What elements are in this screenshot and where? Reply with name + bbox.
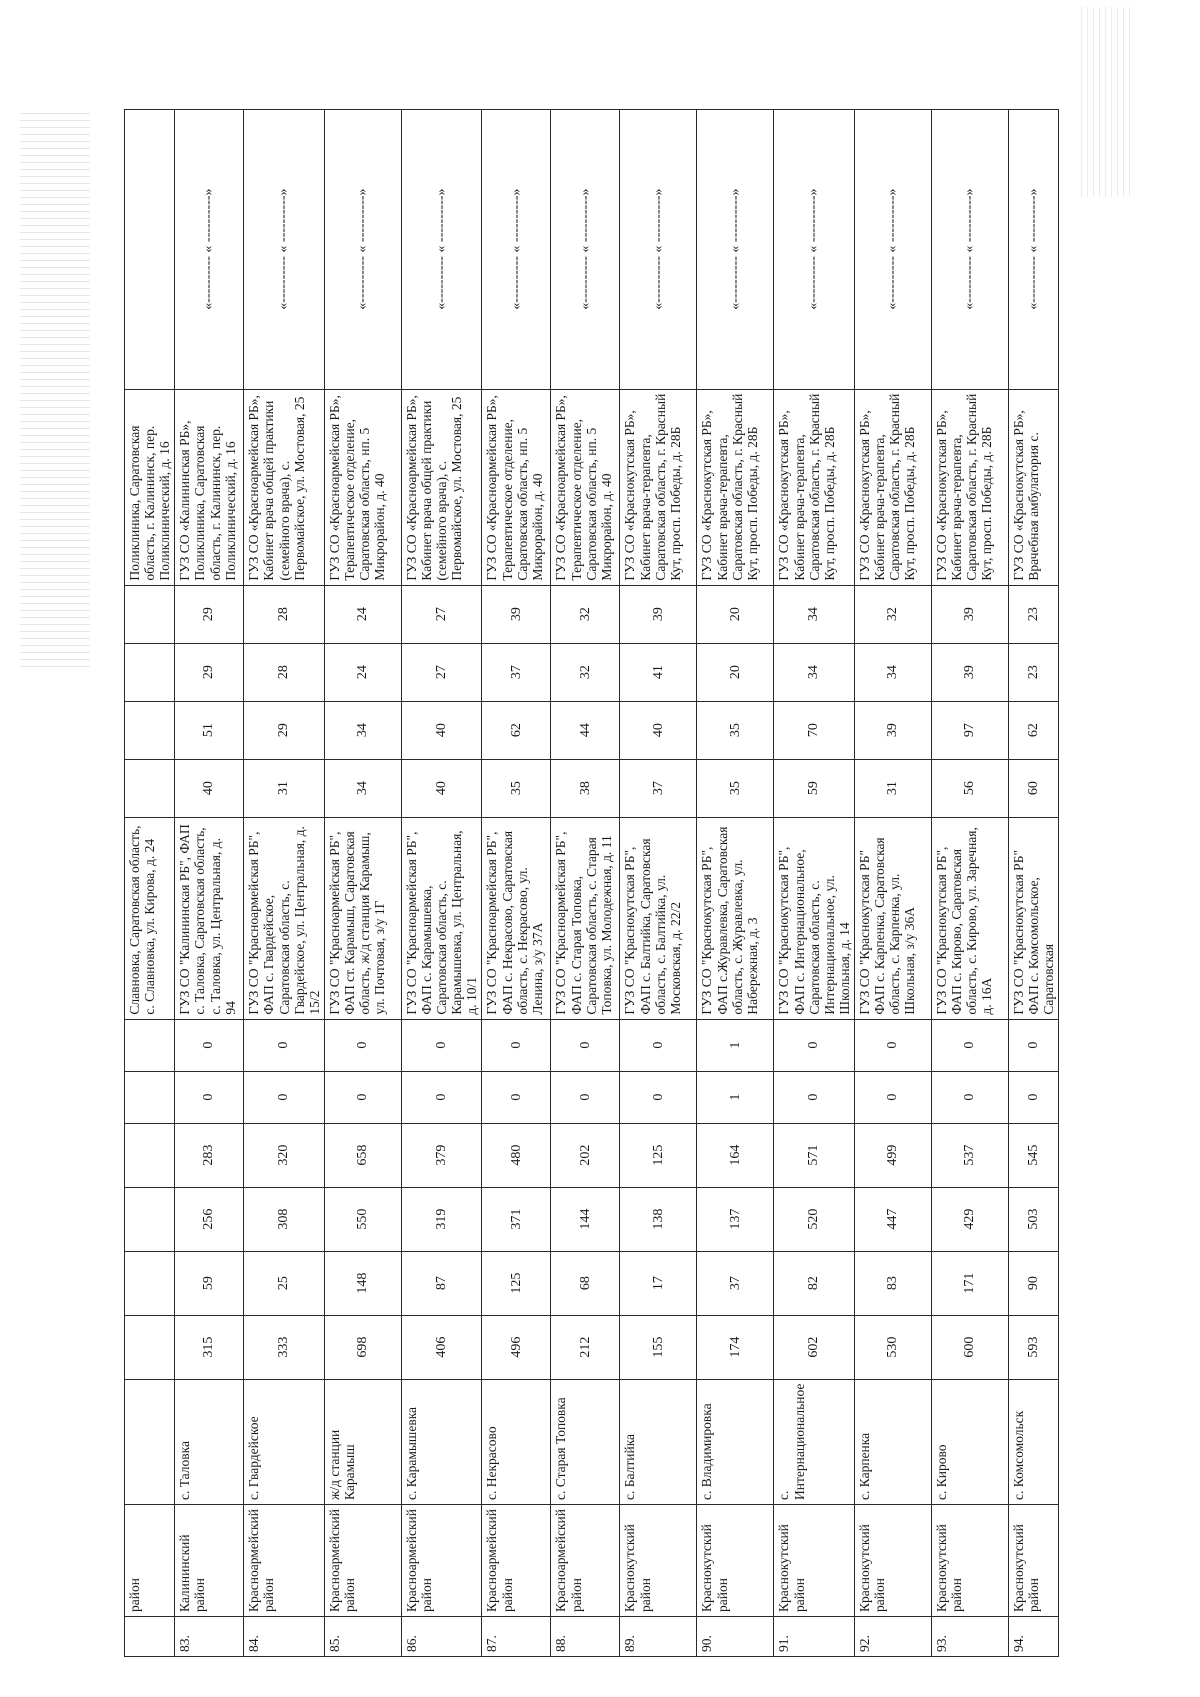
district-cell: Краснокутский район xyxy=(774,1504,855,1616)
district-cell: Калининский район xyxy=(175,1504,244,1616)
table-row xyxy=(854,109,931,1656)
cell-district: район xyxy=(125,1504,175,1616)
count-cell: 320 xyxy=(244,1123,325,1187)
scan-noise xyxy=(20,107,90,667)
count-cell: 447 xyxy=(854,1187,931,1251)
count-cell: 27 xyxy=(401,643,482,701)
district-cell: Краснокутский район xyxy=(931,1504,1008,1616)
count-cell: 499 xyxy=(854,1123,931,1187)
institution-cell: ГУЗ СО «Красноармейская РБ», Кабинет врача общей практики (семейного врача), с. Первомайское, ул. Мостовая, 25 xyxy=(244,389,325,585)
note-cell: «---------- « ----------» xyxy=(697,109,774,389)
cell-empty xyxy=(125,1379,175,1504)
count-cell: 0 xyxy=(401,1019,482,1071)
count-cell: 35 xyxy=(697,701,774,759)
row-number: 83. xyxy=(175,1617,244,1657)
note-cell: «---------- « ----------» xyxy=(482,109,551,389)
count-cell: 40 xyxy=(175,759,244,817)
count-cell: 20 xyxy=(697,585,774,643)
count-cell: 40 xyxy=(401,759,482,817)
district-cell: Краснокутский район xyxy=(620,1504,697,1616)
count-cell: 406 xyxy=(401,1315,482,1379)
count-cell: 0 xyxy=(854,1019,931,1071)
row-number: 87. xyxy=(482,1617,551,1657)
cell-empty xyxy=(125,109,175,389)
settlement-cell: с. Интернациональное xyxy=(774,1379,855,1504)
count-cell: 20 xyxy=(697,643,774,701)
count-cell: 480 xyxy=(482,1123,551,1187)
institution-cell: ГУЗ СО «Краснокутская РБ», Врачебная амбулатория с. xyxy=(1008,389,1058,585)
settlement-cell: с. Таловка xyxy=(175,1379,244,1504)
count-cell: 82 xyxy=(774,1251,855,1315)
table-row xyxy=(401,109,482,1656)
count-cell: 503 xyxy=(1008,1187,1058,1251)
count-cell: 520 xyxy=(774,1187,855,1251)
institution-cell: ГУЗ СО «Красноармейская РБ», Терапевтическое отделение, Саратовская область, нп. 5 Микрорайон, д. 40 xyxy=(324,389,401,585)
district-cell: Краснокутский район xyxy=(1008,1504,1058,1616)
count-cell: 31 xyxy=(244,759,325,817)
count-cell: 35 xyxy=(482,759,551,817)
count-cell: 0 xyxy=(244,1071,325,1123)
count-cell: 31 xyxy=(854,759,931,817)
table-row xyxy=(482,109,551,1656)
count-cell: 27 xyxy=(401,585,482,643)
count-cell: 571 xyxy=(774,1123,855,1187)
settlement-cell: с. Кирово xyxy=(931,1379,1008,1504)
count-cell: 171 xyxy=(931,1251,1008,1315)
cell-institution: Поликлиника, Саратовская область, г. Калининск, пер. Поликлинический, д. 16 xyxy=(125,389,175,585)
table-header-continuation xyxy=(125,109,175,1656)
note-cell: «---------- « ----------» xyxy=(175,109,244,389)
row-number: 88. xyxy=(551,1617,620,1657)
district-cell: Красноармейский район xyxy=(244,1504,325,1616)
cell-empty xyxy=(125,701,175,759)
note-cell: «---------- « ----------» xyxy=(244,109,325,389)
district-cell: Красноармейский район xyxy=(551,1504,620,1616)
note-cell: «---------- « ----------» xyxy=(551,109,620,389)
count-cell: 32 xyxy=(551,643,620,701)
note-cell: «---------- « ----------» xyxy=(324,109,401,389)
count-cell: 90 xyxy=(1008,1251,1058,1315)
count-cell: 39 xyxy=(931,585,1008,643)
table-row xyxy=(175,109,244,1656)
count-cell: 174 xyxy=(697,1315,774,1379)
count-cell: 0 xyxy=(931,1019,1008,1071)
count-cell: 0 xyxy=(551,1071,620,1123)
institution-cell: ГУЗ СО «Красноармейская РБ», Терапевтическое отделение, Саратовская область, нп. 5 Микрорайон, д. 40 xyxy=(482,389,551,585)
fap-cell: ГУЗ СО "Краснокутская РБ", ФАП с. Балтийка, Саратовская область, с. Балтийка, ул. Московская, д. 22/2 xyxy=(620,817,697,1019)
count-cell: 34 xyxy=(324,701,401,759)
settlement-cell: с. Карамышевка xyxy=(401,1379,482,1504)
count-cell: 212 xyxy=(551,1315,620,1379)
count-cell: 0 xyxy=(482,1019,551,1071)
count-cell: 496 xyxy=(482,1315,551,1379)
note-cell: «---------- « ----------» xyxy=(931,109,1008,389)
cell-fap-address: Славновка, Саратовская область, с. Славновка, ул. Кирова, д. 24 xyxy=(125,817,175,1019)
table-row xyxy=(774,109,855,1656)
cell-empty xyxy=(125,1071,175,1123)
count-cell: 0 xyxy=(175,1071,244,1123)
count-cell: 602 xyxy=(774,1315,855,1379)
row-number: 85. xyxy=(324,1617,401,1657)
count-cell: 0 xyxy=(1008,1071,1058,1123)
count-cell: 138 xyxy=(620,1187,697,1251)
count-cell: 34 xyxy=(324,759,401,817)
count-cell: 70 xyxy=(774,701,855,759)
settlement-cell: с. Гвардейское xyxy=(244,1379,325,1504)
cell-empty xyxy=(125,1315,175,1379)
count-cell: 600 xyxy=(931,1315,1008,1379)
institution-cell: ГУЗ СО «Краснокутская РБ», Кабинет врача-терапевта, Саратовская область, г. Красный Кут, просп. Победы, д. 28Б xyxy=(774,389,855,585)
table-row xyxy=(244,109,325,1656)
district-cell: Красноармейский район xyxy=(401,1504,482,1616)
count-cell: 319 xyxy=(401,1187,482,1251)
fap-cell: ГУЗ СО "Красноармейская РБ", ФАП ст. Карамыш, Саратовская область, ж/д станция Карамыш, ул. Почтовая, з/у 1Г xyxy=(324,817,401,1019)
count-cell: 1 xyxy=(697,1019,774,1071)
row-number: 92. xyxy=(854,1617,931,1657)
fap-cell: ГУЗ СО "Краснокутская РБ", ФАП с.Журавлевка, Саратовская область, с. Журавлевка, ул. Набережная, д. 3 xyxy=(697,817,774,1019)
district-cell: Красноармейский район xyxy=(324,1504,401,1616)
count-cell: 0 xyxy=(175,1019,244,1071)
cell-empty xyxy=(125,759,175,817)
count-cell: 37 xyxy=(620,759,697,817)
institution-cell: ГУЗ СО «Краснокутская РБ», Кабинет врача-терапевта, Саратовская область, г. Красный Кут, просп. Победы, д. 28Б xyxy=(697,389,774,585)
count-cell: 62 xyxy=(1008,701,1058,759)
count-cell: 40 xyxy=(401,701,482,759)
note-cell: «---------- « ----------» xyxy=(620,109,697,389)
count-cell: 0 xyxy=(551,1019,620,1071)
count-cell: 530 xyxy=(854,1315,931,1379)
cell-empty xyxy=(125,1123,175,1187)
count-cell: 87 xyxy=(401,1251,482,1315)
fap-cell: ГУЗ СО "Краснокутская РБ", ФАП с. Кирово, Саратовская область, с. Кирово, ул. Заречная, д. 16А xyxy=(931,817,1008,1019)
institution-cell: ГУЗ СО «Краснокутская РБ», Кабинет врача-терапевта, Саратовская область, г. Красный Кут, просп. Победы, д. 28Б xyxy=(620,389,697,585)
count-cell: 0 xyxy=(401,1071,482,1123)
count-cell: 83 xyxy=(854,1251,931,1315)
count-cell: 315 xyxy=(175,1315,244,1379)
count-cell: 23 xyxy=(1008,643,1058,701)
count-cell: 148 xyxy=(324,1251,401,1315)
note-cell: «---------- « ----------» xyxy=(854,109,931,389)
count-cell: 0 xyxy=(244,1019,325,1071)
table-row xyxy=(324,109,401,1656)
count-cell: 97 xyxy=(931,701,1008,759)
note-cell: «---------- « ----------» xyxy=(401,109,482,389)
count-cell: 17 xyxy=(620,1251,697,1315)
fap-cell: ГУЗ СО "Калининская РБ", ФАП с. Таловка, Саратовская область, с. Таловка, ул. Центральная, д. 94 xyxy=(175,817,244,1019)
count-cell: 51 xyxy=(175,701,244,759)
count-cell: 39 xyxy=(482,585,551,643)
count-cell: 38 xyxy=(551,759,620,817)
count-cell: 333 xyxy=(244,1315,325,1379)
note-cell: «---------- « ----------» xyxy=(1008,109,1058,389)
count-cell: 59 xyxy=(175,1251,244,1315)
district-cell: Красноармейский район xyxy=(482,1504,551,1616)
count-cell: 0 xyxy=(324,1019,401,1071)
count-cell: 39 xyxy=(931,643,1008,701)
count-cell: 0 xyxy=(774,1019,855,1071)
institution-cell: ГУЗ СО «Калининская РБ», Поликлиника, Саратовская область, г. Калининск, пер. Поликлинический, д. 16 xyxy=(175,389,244,585)
count-cell: 60 xyxy=(1008,759,1058,817)
count-cell: 62 xyxy=(482,701,551,759)
count-cell: 39 xyxy=(854,701,931,759)
fap-cell: ГУЗ СО "Краснокутская РБ", ФАП с. Интернациональное, Саратовская область, с. Интернациональное, ул. Школьная, д. 14 xyxy=(774,817,855,1019)
count-cell: 698 xyxy=(324,1315,401,1379)
settlement-cell: ж/д станции Карамыш xyxy=(324,1379,401,1504)
count-cell: 308 xyxy=(244,1187,325,1251)
district-cell: Краснокутский район xyxy=(854,1504,931,1616)
count-cell: 59 xyxy=(774,759,855,817)
count-cell: 34 xyxy=(854,643,931,701)
note-cell: «---------- « ----------» xyxy=(774,109,855,389)
fap-cell: ГУЗ СО "Красноармейская РБ", ФАП с. Гвардейское, Саратовская область, с. Гвардейское, ул. Центральная, д. 15/2 xyxy=(244,817,325,1019)
count-cell: 41 xyxy=(620,643,697,701)
count-cell: 28 xyxy=(244,585,325,643)
count-cell: 25 xyxy=(244,1251,325,1315)
count-cell: 29 xyxy=(175,643,244,701)
settlement-cell: с. Некрасово xyxy=(482,1379,551,1504)
row-number: 93. xyxy=(931,1617,1008,1657)
count-cell: 379 xyxy=(401,1123,482,1187)
cell-empty xyxy=(125,643,175,701)
table-row xyxy=(620,109,697,1656)
count-cell: 40 xyxy=(620,701,697,759)
count-cell: 125 xyxy=(620,1123,697,1187)
count-cell: 68 xyxy=(551,1251,620,1315)
count-cell: 144 xyxy=(551,1187,620,1251)
count-cell: 164 xyxy=(697,1123,774,1187)
count-cell: 0 xyxy=(854,1071,931,1123)
table-row xyxy=(697,109,774,1656)
fap-cell: ГУЗ СО "Краснокутская РБ" ФАП с. Карпенка, Саратовская область, с. Карпенка, ул. Школьная, з/у 36А xyxy=(854,817,931,1019)
table-row xyxy=(551,109,620,1656)
row-number: 94. xyxy=(1008,1617,1058,1657)
cell-empty xyxy=(125,1617,175,1657)
fap-cell: ГУЗ СО "Красноармейская РБ", ФАП с. Некрасово, Саратовская область, с. Некрасово, ул. Ленина, з/у 37А xyxy=(482,817,551,1019)
settlement-cell: с. Владимировка xyxy=(697,1379,774,1504)
count-cell: 0 xyxy=(931,1071,1008,1123)
count-cell: 550 xyxy=(324,1187,401,1251)
count-cell: 0 xyxy=(774,1071,855,1123)
count-cell: 28 xyxy=(244,643,325,701)
table-row xyxy=(1008,109,1058,1656)
settlement-cell: с. Балтийка xyxy=(620,1379,697,1504)
count-cell: 0 xyxy=(482,1071,551,1123)
row-number: 84. xyxy=(244,1617,325,1657)
count-cell: 32 xyxy=(551,585,620,643)
count-cell: 537 xyxy=(931,1123,1008,1187)
settlement-cell: с. Карпенка xyxy=(854,1379,931,1504)
count-cell: 24 xyxy=(324,643,401,701)
count-cell: 24 xyxy=(324,585,401,643)
cell-empty xyxy=(125,1019,175,1071)
cell-empty xyxy=(125,585,175,643)
fap-cell: ГУЗ СО "Красноармейская РБ", ФАП с. Карамышевка, Саратовская область, с. Карамышевка, ул. Центральная, д. 10/1 xyxy=(401,817,482,1019)
healthcare-coverage-table xyxy=(124,109,1059,1657)
count-cell: 283 xyxy=(175,1123,244,1187)
count-cell: 155 xyxy=(620,1315,697,1379)
fap-cell: ГУЗ СО "Краснокутская РБ" ФАП с. Комсомольское, Саратовская xyxy=(1008,817,1058,1019)
row-number: 89. xyxy=(620,1617,697,1657)
count-cell: 29 xyxy=(175,585,244,643)
cell-empty xyxy=(125,1251,175,1315)
count-cell: 125 xyxy=(482,1251,551,1315)
count-cell: 34 xyxy=(774,585,855,643)
count-cell: 32 xyxy=(854,585,931,643)
count-cell: 256 xyxy=(175,1187,244,1251)
count-cell: 23 xyxy=(1008,585,1058,643)
count-cell: 137 xyxy=(697,1187,774,1251)
count-cell: 1 xyxy=(697,1071,774,1123)
count-cell: 29 xyxy=(244,701,325,759)
count-cell: 44 xyxy=(551,701,620,759)
count-cell: 39 xyxy=(620,585,697,643)
count-cell: 371 xyxy=(482,1187,551,1251)
settlement-cell: с. Комсомольск xyxy=(1008,1379,1058,1504)
count-cell: 0 xyxy=(620,1019,697,1071)
row-number: 90. xyxy=(697,1617,774,1657)
count-cell: 35 xyxy=(697,759,774,817)
row-number: 86. xyxy=(401,1617,482,1657)
settlement-cell: с. Старая Топовка xyxy=(551,1379,620,1504)
cell-empty xyxy=(125,1187,175,1251)
institution-cell: ГУЗ СО «Краснокутская РБ», Кабинет врача-терапевта, Саратовская область, г. Красный Кут, просп. Победы, д. 28Б xyxy=(931,389,1008,585)
count-cell: 37 xyxy=(697,1251,774,1315)
count-cell: 545 xyxy=(1008,1123,1058,1187)
count-cell: 658 xyxy=(324,1123,401,1187)
institution-cell: ГУЗ СО «Краснокутская РБ», Кабинет врача-терапевта, Саратовская область, г. Красный Кут, просп. Победы, д. 28Б xyxy=(854,389,931,585)
count-cell: 0 xyxy=(324,1071,401,1123)
count-cell: 429 xyxy=(931,1187,1008,1251)
institution-cell: ГУЗ СО «Красноармейская РБ», Терапевтическое отделение, Саратовская область, нп. 5 Микрорайон, д. 40 xyxy=(551,389,620,585)
institution-cell: ГУЗ СО «Красноармейская РБ», Кабинет врача общей практики (семейного врача), с. Первомайское, ул. Мостовая, 25 xyxy=(401,389,482,585)
district-cell: Краснокутский район xyxy=(697,1504,774,1616)
table-row xyxy=(931,109,1008,1656)
row-number: 91. xyxy=(774,1617,855,1657)
count-cell: 593 xyxy=(1008,1315,1058,1379)
count-cell: 34 xyxy=(774,643,855,701)
count-cell: 0 xyxy=(620,1071,697,1123)
fap-cell: ГУЗ СО "Красноармейская РБ", ФАП с. Старая Топовка, Саратовская область, с. Старая Топовка, ул. Молодежная, д. 11 xyxy=(551,817,620,1019)
count-cell: 0 xyxy=(1008,1019,1058,1071)
scan-noise xyxy=(1080,7,1130,197)
count-cell: 37 xyxy=(482,643,551,701)
count-cell: 56 xyxy=(931,759,1008,817)
count-cell: 202 xyxy=(551,1123,620,1187)
